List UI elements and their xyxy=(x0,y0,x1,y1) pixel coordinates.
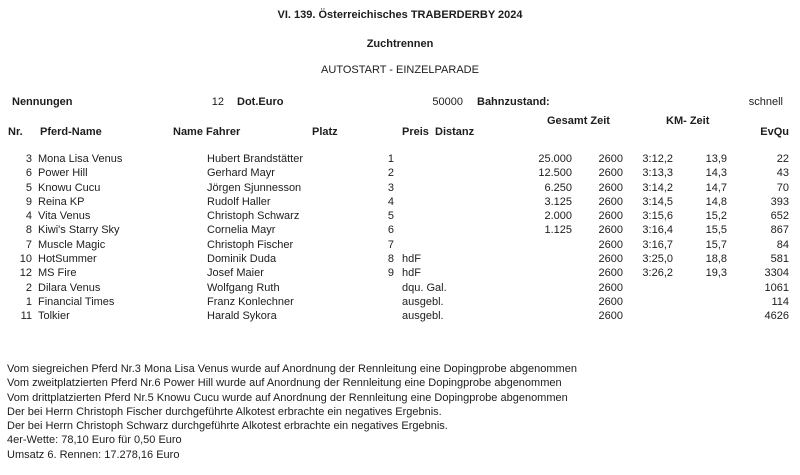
cell-nr: 10 xyxy=(19,253,32,266)
note-line: Vom siegreichen Pferd Nr.3 Mona Lisa Venus wurde auf Anordnung der Rennleitung eine Dopingprobe abgenommen xyxy=(7,363,577,375)
cell-gesamt-zeit: 3:14,2 xyxy=(642,181,673,194)
cell-remark: hdF xyxy=(402,267,421,280)
note-line: Der bei Herrn Christoph Schwarz durchgeführte Alkotest erbrachte ein negatives Ergebnis. xyxy=(7,420,448,433)
cell-horse-name: Knowu Cucu xyxy=(38,181,101,194)
cell-gesamt-zeit: 3:16,4 xyxy=(642,224,673,237)
cell-horse-name: Muscle Magic xyxy=(38,238,106,251)
cell-gesamt-zeit: 3:25,0 xyxy=(642,253,673,266)
note-line: 4er-Wette: 78,10 Euro für 0,50 Euro xyxy=(7,434,182,447)
cell-driver-name: Josef Maier xyxy=(207,267,264,280)
cell-nr: 8 xyxy=(25,224,32,237)
header-evqu: EvQu xyxy=(760,126,789,138)
cell-remark: ausgebl. xyxy=(402,295,444,308)
cell-platz: 4 xyxy=(387,195,394,208)
cell-horse-name: Kiwi's Starry Sky xyxy=(38,224,120,237)
race-type-subtitle: Zuchtrennen xyxy=(366,38,434,50)
note-line: Umsatz 6. Rennen: 17.278,16 Euro xyxy=(7,448,180,461)
cell-horse-name: Reina KP xyxy=(38,195,85,208)
note-line: Der bei Herrn Christoph Fischer durchgeführte Alkotest erbrachte ein negatives Ergebnis. xyxy=(7,405,442,418)
cell-nr: 9 xyxy=(25,195,32,208)
cell-distanz: 2600 xyxy=(598,195,623,208)
cell-platz: 6 xyxy=(387,224,394,237)
bahnzustand-label: Bahnzustand: xyxy=(477,96,550,108)
cell-gesamt-zeit: 3:14,5 xyxy=(642,195,673,208)
cell-evqu: 867 xyxy=(770,224,789,237)
dot-euro-label: Dot.Euro xyxy=(237,96,284,108)
cell-nr: 3 xyxy=(25,153,32,165)
cell-preis: 1.125 xyxy=(544,224,572,237)
cell-remark: dqu. Gal. xyxy=(402,281,447,294)
table-header-row xyxy=(0,126,800,140)
cell-km-zeit: 15,7 xyxy=(705,238,727,251)
cell-driver-name: Harald Sykora xyxy=(207,310,277,323)
cell-km-zeit: 15,2 xyxy=(705,210,727,223)
cell-km-zeit: 14,8 xyxy=(705,195,727,208)
cell-horse-name: Dilara Venus xyxy=(38,281,101,294)
page-title: VI. 139. Österreichisches TRABERDERBY 2024 xyxy=(277,9,523,21)
meta-row xyxy=(0,96,800,110)
cell-platz: 9 xyxy=(387,267,394,280)
cell-gesamt-zeit: 3:16,7 xyxy=(642,238,673,251)
cell-horse-name: Tolkier xyxy=(38,310,70,323)
cell-gesamt-zeit: 3:12,2 xyxy=(642,153,673,165)
cell-platz: 3 xyxy=(387,181,394,194)
cell-nr: 7 xyxy=(25,238,32,251)
cell-evqu: 114 xyxy=(771,295,789,308)
cell-distanz: 2600 xyxy=(598,153,623,165)
cell-horse-name: Mona Lisa Venus xyxy=(38,153,123,165)
header-distanz: Distanz xyxy=(435,126,475,138)
bahnzustand-value: schnell xyxy=(748,96,783,108)
cell-evqu: 43 xyxy=(776,167,789,180)
nennungen-label: Nennungen xyxy=(12,96,73,108)
cell-horse-name: Vita Venus xyxy=(38,210,91,223)
cell-nr: 12 xyxy=(19,267,32,280)
cell-driver-name: Cornelia Mayr xyxy=(207,224,276,237)
cell-distanz: 2600 xyxy=(598,310,623,323)
cell-km-zeit: 14,7 xyxy=(705,181,727,194)
cell-distanz: 2600 xyxy=(598,267,623,280)
cell-platz: 2 xyxy=(387,167,394,180)
cell-km-zeit: 19,3 xyxy=(705,267,727,280)
cell-distanz: 2600 xyxy=(598,281,623,294)
cell-evqu: 4626 xyxy=(764,310,789,323)
header-platz: Platz xyxy=(312,126,338,138)
cell-distanz: 2600 xyxy=(598,181,623,194)
cell-nr: 4 xyxy=(25,210,32,223)
cell-driver-name: Jörgen Sjunnesson xyxy=(207,181,302,194)
cell-distanz: 2600 xyxy=(598,167,623,180)
cell-nr: 5 xyxy=(25,181,32,194)
cell-preis: 6.250 xyxy=(544,181,572,194)
cell-distanz: 2600 xyxy=(598,224,623,237)
note-line: Vom zweitplatzierten Pferd Nr.6 Power Hill wurde auf Anordnung der Rennleitung eine Dopingprobe abgenommen xyxy=(7,377,562,390)
header-preis: Preis xyxy=(402,126,429,138)
cell-nr: 6 xyxy=(25,167,32,180)
cell-horse-name: Financial Times xyxy=(38,295,115,308)
cell-km-zeit: 15,5 xyxy=(705,224,727,237)
cell-platz: 7 xyxy=(387,238,394,251)
table-row xyxy=(0,166,800,180)
table-row xyxy=(0,309,800,323)
table-row xyxy=(0,238,800,252)
header-gesamt-zeit: Gesamt Zeit xyxy=(547,115,610,127)
table-row xyxy=(0,152,800,166)
cell-platz: 5 xyxy=(387,210,394,223)
cell-gesamt-zeit: 3:15,6 xyxy=(642,210,673,223)
table-row xyxy=(0,281,800,295)
table-row xyxy=(0,252,800,266)
nennungen-value: 12 xyxy=(211,96,224,108)
cell-driver-name: Gerhard Mayr xyxy=(207,167,275,180)
start-mode-subtitle: AUTOSTART - EINZELPARADE xyxy=(321,64,479,76)
cell-driver-name: Wolfgang Ruth xyxy=(207,281,280,294)
cell-platz: 8 xyxy=(387,253,394,266)
cell-evqu: 22 xyxy=(776,153,789,165)
cell-preis: 25.000 xyxy=(538,153,572,165)
cell-remark: hdF xyxy=(402,253,421,266)
results-table xyxy=(0,152,800,324)
cell-distanz: 2600 xyxy=(598,295,623,308)
table-row xyxy=(0,223,800,237)
cell-horse-name: Power Hill xyxy=(38,167,88,180)
header-nr: Nr. xyxy=(8,126,23,138)
cell-gesamt-zeit: 3:13,3 xyxy=(642,167,673,180)
cell-platz: 1 xyxy=(387,153,394,165)
cell-evqu: 581 xyxy=(770,253,789,266)
cell-evqu: 3304 xyxy=(764,267,789,280)
cell-nr: 1 xyxy=(25,295,32,308)
cell-distanz: 2600 xyxy=(598,253,623,266)
cell-nr: 11 xyxy=(20,310,32,323)
cell-preis: 12.500 xyxy=(538,167,572,180)
header-name-fahrer: Name Fahrer xyxy=(173,126,241,138)
table-row xyxy=(0,266,800,280)
cell-km-zeit: 13,9 xyxy=(705,153,727,165)
footer-notes xyxy=(7,362,577,462)
cell-km-zeit: 18,8 xyxy=(705,253,727,266)
header-km-zeit: KM- Zeit xyxy=(666,115,710,127)
cell-evqu: 84 xyxy=(776,238,789,251)
cell-preis: 2.000 xyxy=(544,210,572,223)
note-line: Vom drittplatzierten Pferd Nr.5 Knowu Cucu wurde auf Anordnung der Rennleitung eine Dopingprobe abgenommen xyxy=(7,391,568,404)
table-row xyxy=(0,209,800,223)
cell-driver-name: Rudolf Haller xyxy=(207,195,271,208)
cell-distanz: 2600 xyxy=(598,210,623,223)
table-row xyxy=(0,181,800,195)
cell-evqu: 70 xyxy=(776,181,789,194)
cell-driver-name: Franz Konlechner xyxy=(207,295,294,308)
cell-gesamt-zeit: 3:26,2 xyxy=(642,267,673,280)
cell-horse-name: MS Fire xyxy=(38,267,77,280)
cell-horse-name: HotSummer xyxy=(38,253,97,266)
dot-euro-value: 50000 xyxy=(432,96,463,108)
cell-driver-name: Christoph Schwarz xyxy=(207,210,300,223)
cell-distanz: 2600 xyxy=(598,238,623,251)
cell-evqu: 652 xyxy=(770,210,789,223)
cell-evqu: 1061 xyxy=(764,281,789,294)
table-row xyxy=(0,295,800,309)
table-row xyxy=(0,195,800,209)
cell-evqu: 393 xyxy=(770,195,789,208)
header-pferd-name: Pferd-Name xyxy=(40,126,102,138)
cell-km-zeit: 14,3 xyxy=(705,167,727,180)
cell-driver-name: Christoph Fischer xyxy=(207,238,294,251)
cell-remark: ausgebl. xyxy=(402,310,444,323)
cell-nr: 2 xyxy=(25,281,32,294)
cell-preis: 3.125 xyxy=(544,195,572,208)
cell-driver-name: Dominik Duda xyxy=(207,253,277,266)
cell-driver-name: Hubert Brandstätter xyxy=(207,153,303,165)
